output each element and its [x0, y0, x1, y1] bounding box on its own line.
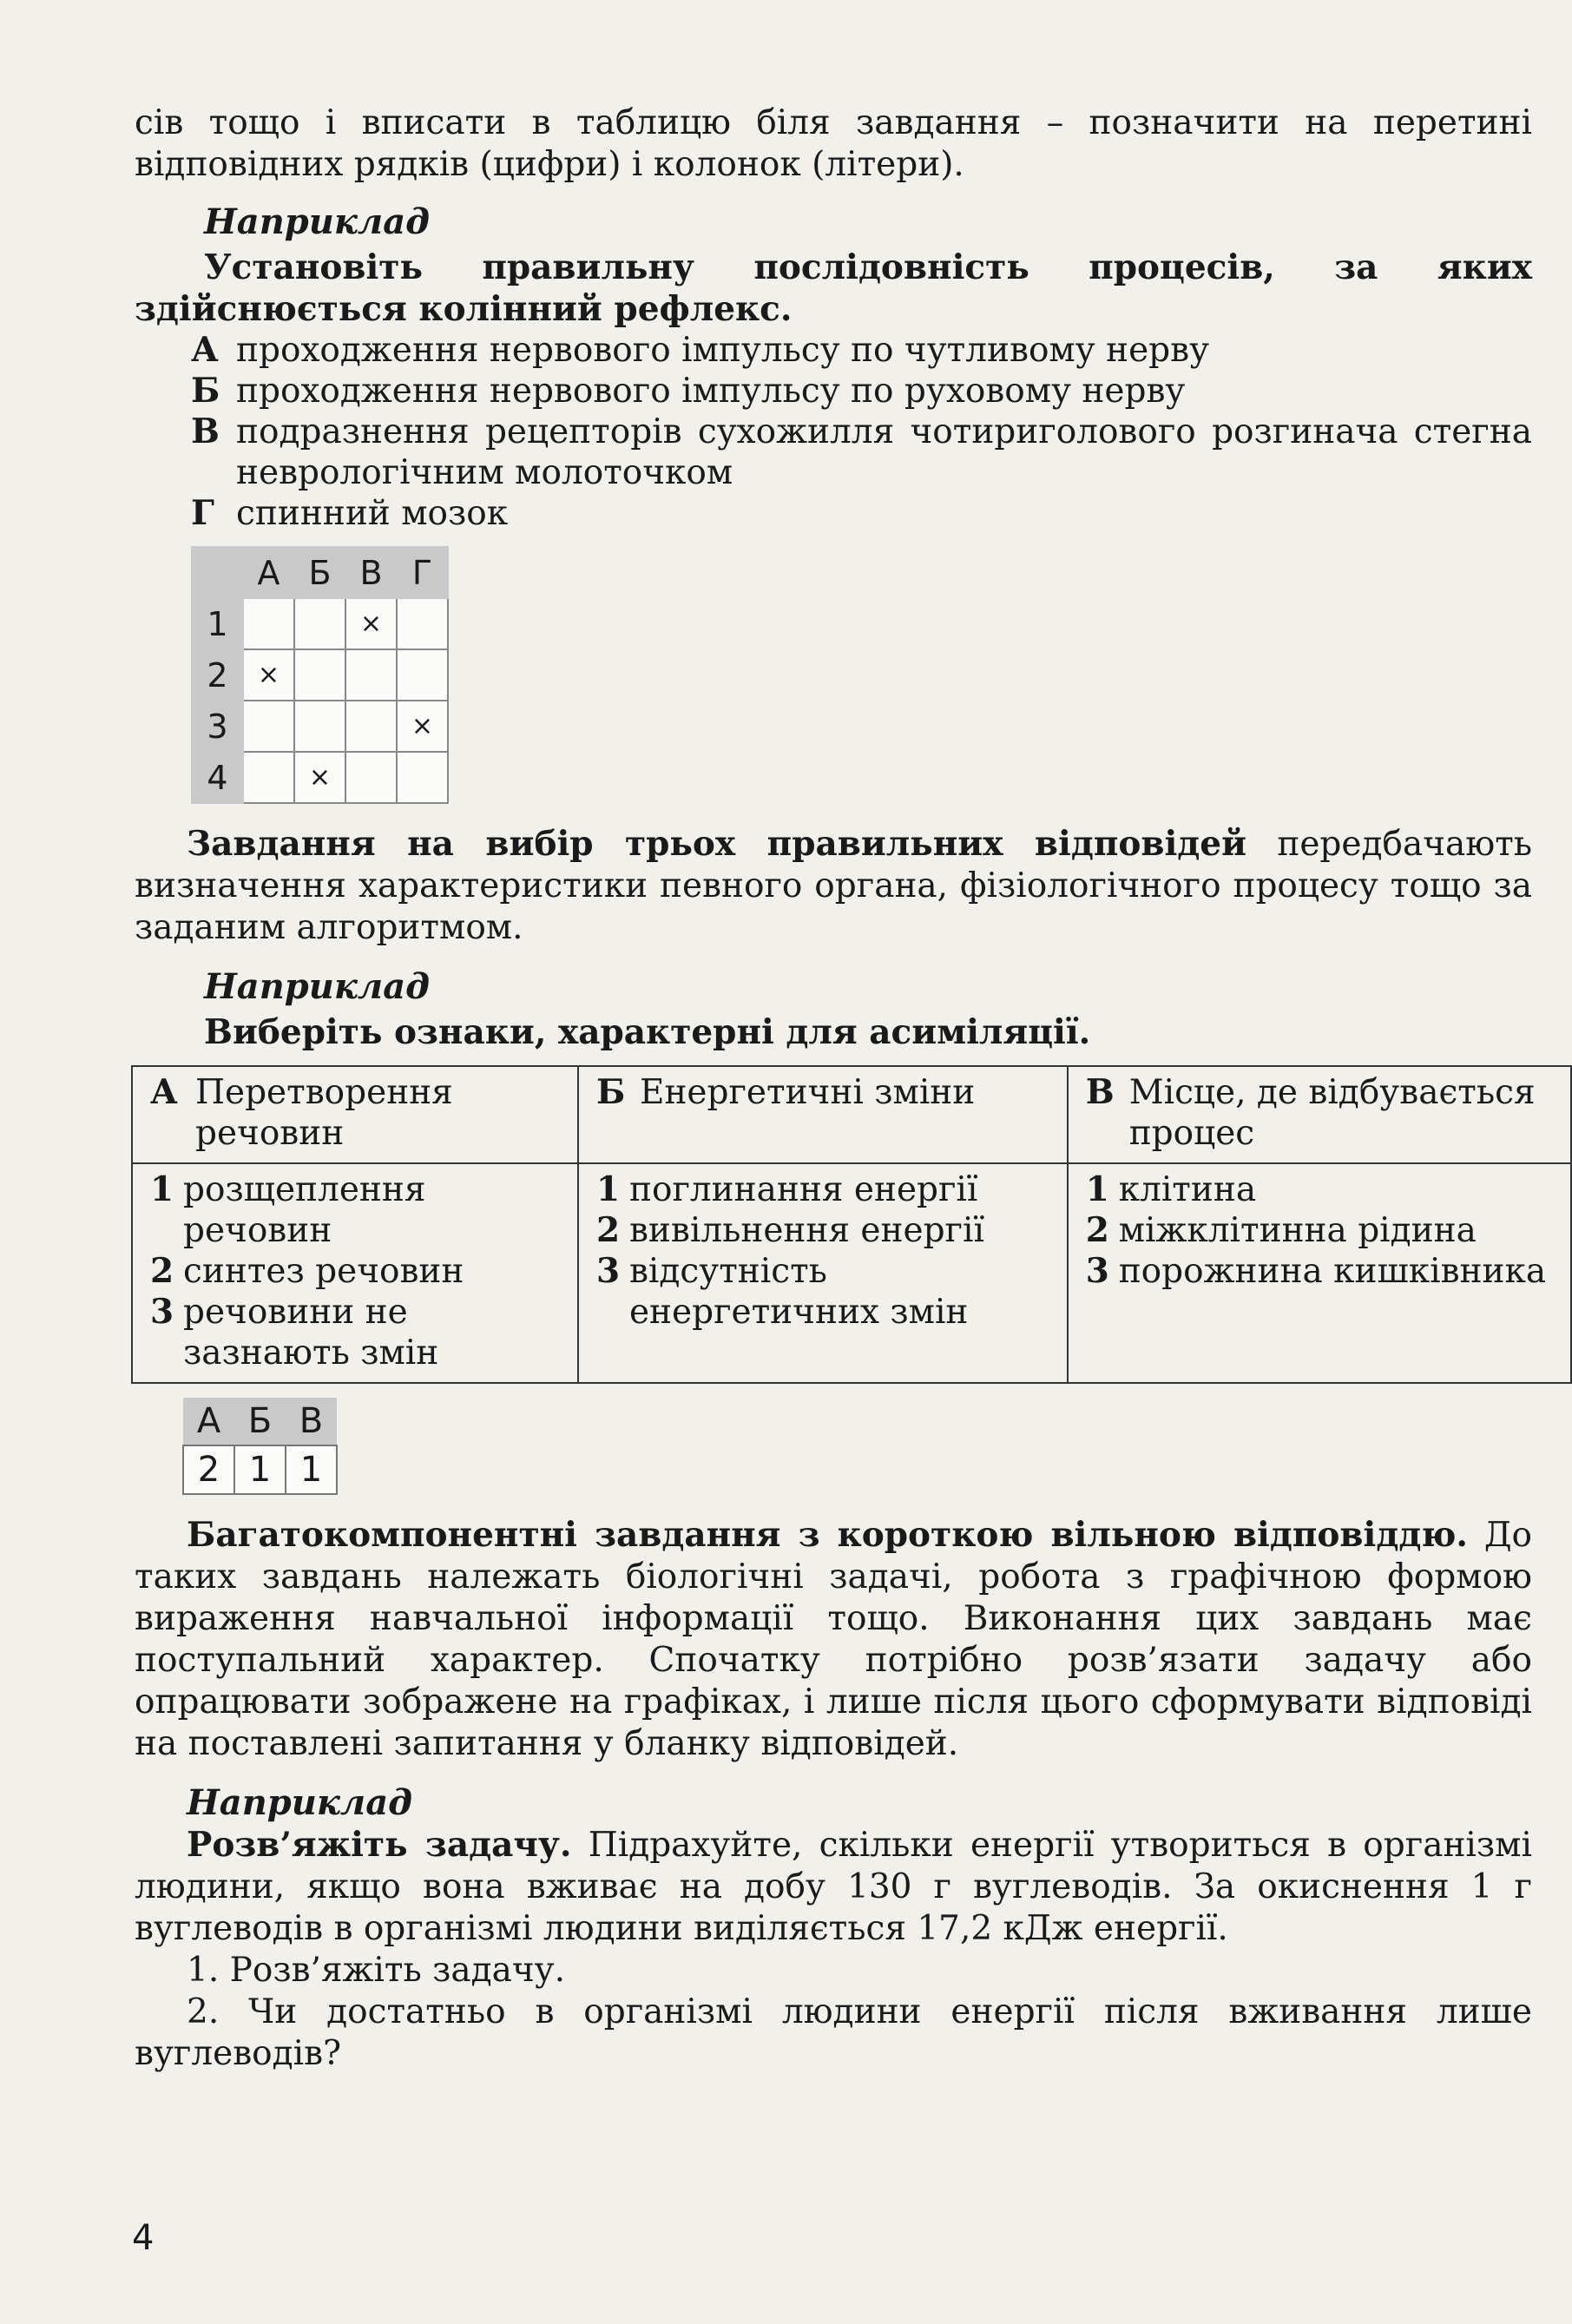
- list-item: 3 речовини не зазнають змін: [150, 1292, 439, 1373]
- option-b: Б проходження нервового імпульсу по руховому нерву: [191, 371, 1186, 411]
- answer-col-header: Б: [234, 1398, 286, 1445]
- sequence-options: [191, 330, 1532, 534]
- grid-col-header: Б: [294, 547, 345, 598]
- example-label-2: Наприклад: [204, 966, 430, 1007]
- table-header-b: Б Енергетичні зміни: [578, 1066, 1068, 1163]
- option-g: Г спинний мозок: [191, 493, 509, 533]
- problem-question-2: 2. Чи достатньо в організмі людини енергії після вживання лише вуглеводів?: [135, 1992, 1532, 2073]
- grid-row-header: 3: [192, 701, 243, 752]
- assimilation-table: [131, 1065, 1572, 1384]
- list-item: 2 синтез речовин: [150, 1251, 464, 1291]
- list-item: 2 міжклітинна рідина: [1085, 1210, 1477, 1250]
- grid-cell: [294, 649, 345, 701]
- assimilation-answer-table: [182, 1398, 338, 1495]
- example-label-1: Наприклад: [204, 201, 430, 242]
- page-content: [135, 102, 1547, 2075]
- answer-value: 1: [286, 1445, 337, 1494]
- grid-col-header: Г: [397, 547, 448, 598]
- grid-cell: [345, 701, 397, 752]
- table-column-b: [578, 1163, 1068, 1383]
- grid-cell: [397, 649, 448, 701]
- grid-cell: [243, 752, 294, 803]
- table-header-a: А Перетворення речовин: [132, 1066, 578, 1163]
- example-label-3: Наприклад: [187, 1782, 412, 1823]
- grid-cell: [397, 752, 448, 803]
- grid-corner: [192, 547, 243, 598]
- grid-cell: [397, 598, 448, 649]
- table-column-a: [132, 1163, 578, 1383]
- grid-cell: ×: [345, 598, 397, 649]
- grid-cell: ×: [294, 752, 345, 803]
- grid-row-header: 4: [192, 752, 243, 803]
- grid-cell: [345, 649, 397, 701]
- page-number: 4: [132, 2218, 155, 2258]
- grid-cell: [294, 701, 345, 752]
- answer-value: 2: [183, 1445, 234, 1494]
- sequence-answer-grid: [191, 546, 449, 804]
- list-item: 1 поглинання енергії: [595, 1169, 978, 1209]
- grid-cell: ×: [397, 701, 448, 752]
- option-v: В подразнення рецепторів сухожилля чотириголового розгинача стегна неврологічним молоточком: [191, 411, 1532, 492]
- list-item: 3 порожнина кишківника: [1085, 1251, 1547, 1291]
- grid-cell: [294, 598, 345, 649]
- grid-col-header: А: [243, 547, 294, 598]
- grid-cell: [345, 752, 397, 803]
- three-choice-paragraph: Завдання на вибір трьох правильних відповідей передбачають визначення характеристики певного органа, фізіологічного процесу тощо за заданим алгоритмом.: [135, 824, 1532, 947]
- grid-col-header: В: [345, 547, 397, 598]
- list-item: 3 відсутність енергетичних змін: [595, 1251, 969, 1332]
- list-item: 2 вивільнення енергії: [595, 1210, 984, 1250]
- list-item: 1 розщеплення речовин: [150, 1169, 426, 1250]
- table-column-c: [1068, 1163, 1571, 1383]
- multicomponent-paragraph: Багатокомпонентні завдання з короткою вільною відповіддю. До таких завдань належать біологічні задачі, робота з графічною формою вираження навчальної інформації тощо. Виконання цих завдань має поступальний характер. Спочатку потрібно розв’язати задачу або опрацювати зображене на графіках, і лише після цього сформувати відповіді на поставлені запитання у бланку відповідей.: [135, 1515, 1533, 1763]
- intro-paragraph: сів тощо і вписати в таблицю біля завдання – позначити на перетині відповідних рядків (цифри) і колонок (літери).: [135, 103, 1532, 184]
- grid-cell: [243, 598, 294, 649]
- list-item: 1 клітина: [1085, 1169, 1257, 1209]
- option-a: А проходження нервового імпульсу по чутливому нерву: [191, 330, 1210, 370]
- answer-col-header: А: [183, 1398, 234, 1445]
- problem-question-1: 1. Розв’яжіть задачу.: [187, 1951, 566, 1990]
- problem-paragraph: Розв’яжіть задачу. Підрахуйте, скільки енергії утвориться в організмі людини, якщо вона вживає на добу 130 г вуглеводів. За окиснення 1 г вуглеводів в організмі людини виділяється 17,2 кДж енергії.: [135, 1825, 1532, 1948]
- grid-row-header: 2: [192, 649, 243, 701]
- table-header-c: В Місце, де відбувається процес: [1068, 1066, 1571, 1163]
- sequence-question: Установіть правильну послідовність процесів, за яких здійснюється колінний рефлекс.: [135, 247, 1532, 329]
- grid-cell: [243, 701, 294, 752]
- answer-value: 1: [234, 1445, 286, 1494]
- grid-row-header: 1: [192, 598, 243, 649]
- assimilation-question: Виберіть ознаки, характерні для асиміляції.: [204, 1012, 1091, 1052]
- answer-col-header: В: [286, 1398, 337, 1445]
- grid-cell: ×: [243, 649, 294, 701]
